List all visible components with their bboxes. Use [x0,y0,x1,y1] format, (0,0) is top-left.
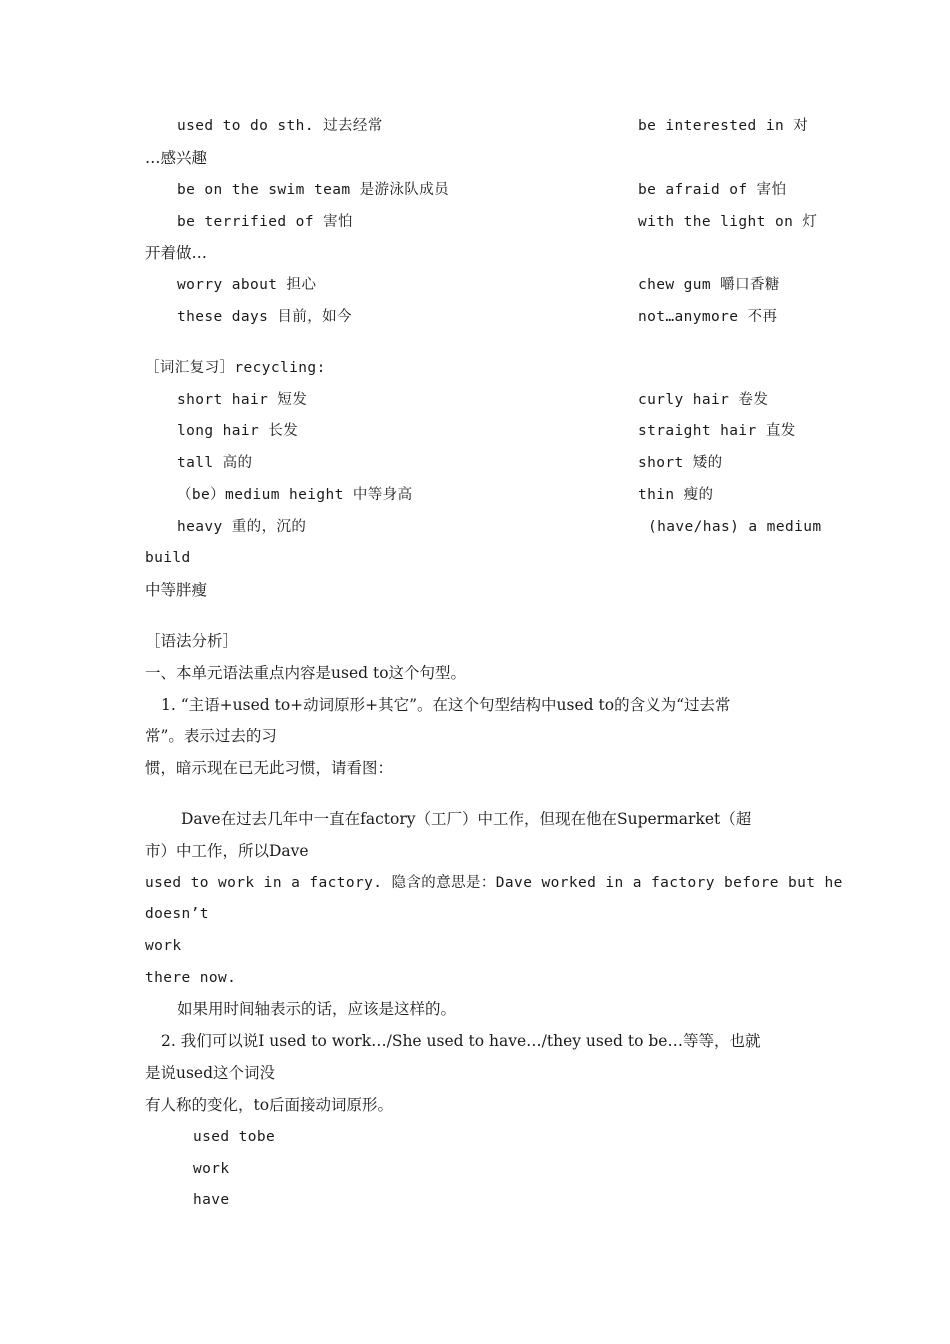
review-right-5: (have/has) a medium [648,519,822,535]
vocab-right-2: be afraid of 害怕 [638,182,787,198]
review-right-1: curly hair 卷发 [638,392,769,408]
review-right-2: straight hair 直发 [638,423,796,439]
example-line-5: work [145,938,182,954]
vocab-continuation-3: 开着做… [145,244,208,262]
example-line-1: Dave在过去几年中一直在factory（工厂）中工作，但现在他在Supermarket（超 [181,810,752,828]
grammar-point-1-item-2a: 2. 我们可以说I used to work…/She used to have…/they used to be…等等，也就 [161,1032,761,1050]
vocab-right-1: be interested in 对 [638,118,809,134]
grammar-point-1-item-2c: 有人称的变化，to后面接动词原形。 [145,1096,394,1114]
verb-list-item: have [193,1192,230,1208]
review-heading: ［词汇复习］recycling: [145,360,326,376]
grammar-point-1-item-1c: 惯，暗示现在已无此习惯，请看图： [145,759,394,777]
vocab-continuation-1: …感兴趣 [145,149,208,167]
vocab-right-3: with the light on 灯 [638,214,818,230]
review-left-1: short hair 短发 [177,392,308,408]
timeline-note: 如果用时间轴表示的话，应该是这样的。 [177,1000,457,1018]
example-line-6: there now. [145,970,237,986]
review-right-3: short 矮的 [638,455,723,471]
vocab-left-5: these days 目前，如今 [177,309,352,325]
verb-list-item: work [193,1161,230,1177]
verb-list-item: used tobe [193,1129,276,1145]
grammar-point-1-item-1a: 1. “主语+used to+动词原形+其它”。在这个句型结构中used to的含义为“过去常 [161,696,731,714]
example-line-2: 市）中工作，所以Dave [145,842,309,860]
grammar-heading: ［语法分析］ [145,632,239,650]
vocab-left-4: worry about 担心 [177,277,317,293]
review-continuation-5a: build [145,550,191,566]
vocab-left-2: be on the swim team 是游泳队成员 [177,182,449,198]
vocab-right-5: not…anymore 不再 [638,309,778,325]
vocab-left-3: be terrified of 害怕 [177,214,353,230]
grammar-point-1: 一、本单元语法重点内容是used to这个句型。 [145,664,467,682]
vocab-left-1: used to do sth. 过去经常 [177,118,383,134]
example-line-3: used to work in a factory. 隐含的意思是：Dave worked in a factory before but he [145,875,843,891]
vocab-right-4: chew gum 嚼口香糖 [638,277,780,293]
grammar-point-1-item-2b: 是说used这个词没 [145,1064,276,1082]
grammar-point-1-item-1b: 常”。表示过去的习 [145,727,277,745]
review-left-5: heavy 重的，沉的 [177,519,307,535]
review-left-3: tall 高的 [177,455,253,471]
review-right-4: thin 瘦的 [638,487,714,503]
review-left-4: （be）medium height 中等身高 [177,487,413,503]
example-line-4: doesn’t [145,906,209,922]
review-left-2: long hair 长发 [177,423,299,439]
review-continuation-5b: 中等胖瘦 [145,581,208,599]
